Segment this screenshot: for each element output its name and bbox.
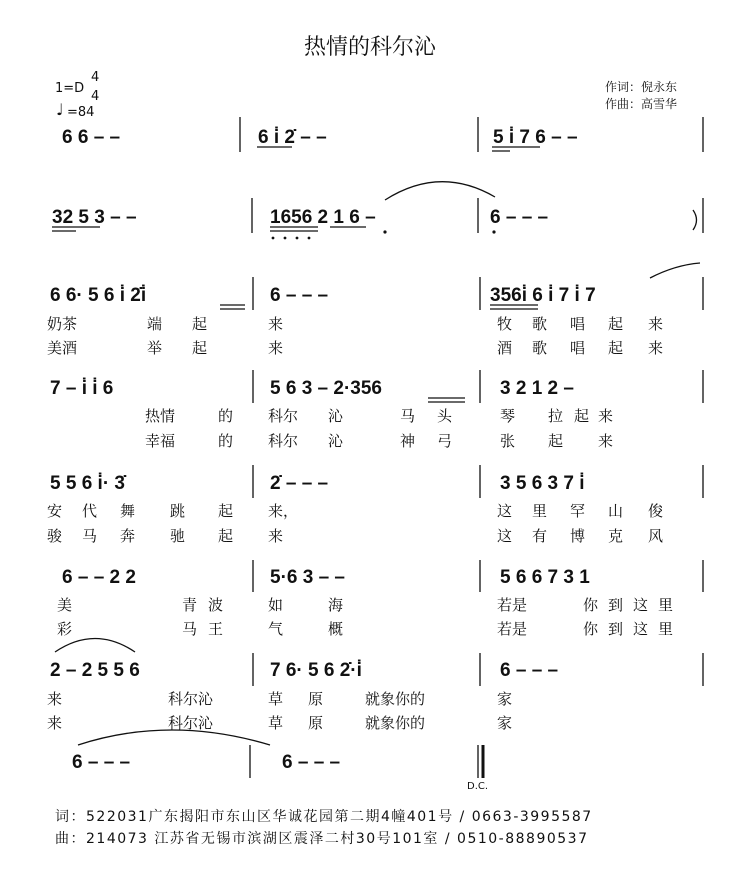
- slur: [55, 639, 135, 653]
- lyric: 风: [648, 527, 664, 545]
- lyric: 到: [608, 596, 624, 614]
- lyric: 的: [218, 407, 234, 425]
- lyric: 美: [57, 596, 73, 614]
- octave-dot: [284, 237, 287, 240]
- lyric: 来: [268, 315, 284, 333]
- lyric: 酒: [497, 339, 513, 357]
- measure-notes: 3 5 6 3 7 i̇: [500, 473, 585, 494]
- lyric: 美酒: [47, 339, 78, 357]
- lyric: 有: [532, 527, 548, 545]
- measure-notes: 6 6· 5 6 i̇ 2̇i̇: [50, 285, 147, 306]
- lyric: 里: [658, 620, 674, 638]
- lyric: 气: [268, 620, 284, 638]
- lyric: 起: [608, 339, 624, 357]
- measure-notes: 32 5 3 – –: [52, 207, 137, 228]
- lyric: 科尔沁: [168, 714, 214, 732]
- slur: [78, 730, 270, 745]
- lyric: 青: [182, 596, 198, 614]
- slur: [650, 263, 700, 278]
- lyric: 沁: [328, 432, 344, 450]
- octave-dot: [308, 237, 311, 240]
- lyric: 唱: [570, 315, 586, 333]
- lyric: 若是: [497, 620, 528, 638]
- lyric: 来，: [268, 502, 299, 520]
- lyric: 到: [608, 620, 624, 638]
- lyric: 安: [47, 502, 63, 520]
- lyric: 来: [47, 714, 63, 732]
- octave-dot: [272, 237, 275, 240]
- lyric: 科尔沁: [168, 690, 214, 708]
- lyric: 拉: [548, 407, 564, 425]
- da-capo-mark: D.C.: [467, 781, 489, 792]
- lyric: 神: [400, 432, 416, 450]
- measure-notes: 2̇ – – –: [270, 473, 329, 494]
- lyric: 起: [574, 407, 590, 425]
- lyric: 张: [500, 432, 516, 450]
- lyric: 原: [308, 714, 324, 732]
- measure-notes: 7 6· 5 6 2̇·i̇: [270, 660, 362, 681]
- lyric: 马: [82, 527, 98, 545]
- lyric: 草: [268, 690, 284, 708]
- time-denominator: 4: [91, 89, 100, 104]
- measure-notes: 3 2 1 2 –: [500, 378, 574, 399]
- lyric: 就象你的: [365, 690, 426, 708]
- time-numerator: 4: [91, 70, 100, 85]
- lyric: 骏: [47, 527, 63, 545]
- octave-dot: [383, 230, 386, 233]
- measure-notes: 6 – – 2 2: [62, 567, 136, 588]
- measure-notes: 1656 2 1 6 –: [270, 207, 376, 228]
- lyric: 彩: [57, 620, 73, 638]
- footer-lyricist-contact: 词：522031广东揭阳市东山区华诚花园第二期4幢401号 / 0663-3995587: [55, 809, 593, 825]
- lyric: 王: [208, 620, 224, 638]
- lyric: 琴: [500, 407, 516, 425]
- measure-notes: 5·6 3 – –: [270, 567, 345, 588]
- lyric: 博: [570, 527, 586, 545]
- lyric: 代: [82, 502, 98, 520]
- lyric: 起: [548, 432, 564, 450]
- lyric: 来: [648, 315, 664, 333]
- lyric: 起: [218, 527, 234, 545]
- measure-notes: 5 i̇ 7 6 – –: [493, 127, 578, 148]
- lyric: 端: [147, 315, 163, 333]
- lyric: 幸福: [145, 432, 176, 450]
- lyric: 山: [608, 502, 624, 520]
- lyric: 家: [497, 690, 513, 708]
- lyric: 起: [608, 315, 624, 333]
- measure-notes: 6 – – –: [500, 660, 559, 681]
- lyric: 里: [532, 502, 548, 520]
- lyric: 起: [192, 315, 208, 333]
- lyric: 奔: [120, 527, 136, 545]
- lyric: 牧: [497, 315, 513, 333]
- measure-notes: 7 – i̇ i̇ 6: [50, 378, 114, 399]
- measure-notes: 5 5 6 i̇· 3̇: [50, 473, 125, 494]
- lyric: 热情: [145, 407, 176, 425]
- measure-notes: 6 – – –: [282, 752, 341, 773]
- lyric: 科尔: [268, 432, 299, 450]
- lyric: 来: [598, 407, 614, 425]
- lyric: 来: [47, 690, 63, 708]
- lyric: 来: [268, 339, 284, 357]
- lyric: 驰: [170, 527, 186, 545]
- lyric: 歌: [532, 315, 548, 333]
- lyric: 歌: [532, 339, 548, 357]
- lyric: 的: [218, 432, 234, 450]
- lyric: 马: [400, 407, 416, 425]
- octave-dot: [296, 237, 299, 240]
- lyric: 来: [648, 339, 664, 357]
- lyric: 海: [328, 596, 344, 614]
- lyric: 科尔: [268, 407, 299, 425]
- lyric: 起: [218, 502, 234, 520]
- lyric: 沁: [328, 407, 344, 425]
- lyric: 头: [437, 407, 453, 425]
- lyric: 里: [658, 596, 674, 614]
- lyric: 克: [608, 527, 624, 545]
- quarter-note-icon: ♩: [56, 100, 64, 119]
- lyric: 奶茶: [47, 315, 78, 333]
- lyric: 跳: [170, 502, 186, 520]
- lyric: 如: [268, 596, 284, 614]
- lyric: 来: [598, 432, 614, 450]
- slur: [385, 182, 495, 200]
- lyric: 弓: [437, 432, 453, 450]
- lyric: 家: [497, 714, 513, 732]
- lyric: 唱: [570, 339, 586, 357]
- lyric: 就象你的: [365, 714, 426, 732]
- measure-notes: 6 – – –: [490, 207, 549, 228]
- lyric: 你: [583, 596, 599, 614]
- measure-notes: 2 – 2 5 5 6: [50, 660, 140, 681]
- lyricist-credit: 作词：倪永东: [605, 80, 678, 94]
- measure-notes: 5 6 6 7 3 1: [500, 567, 590, 588]
- measure-notes: 6 – – –: [72, 752, 131, 773]
- lyric: 起: [192, 339, 208, 357]
- measure-notes: 5 6 3 – 2·356: [270, 378, 382, 399]
- tie-end: [693, 210, 697, 230]
- tempo-marking: =84: [67, 105, 95, 120]
- lyric: 举: [147, 339, 163, 357]
- lyric: 舞: [120, 502, 136, 520]
- octave-dot: [492, 230, 495, 233]
- measure-notes: 6 – – –: [270, 285, 329, 306]
- key-signature: 1=D: [55, 81, 85, 96]
- lyric: 这: [497, 502, 513, 520]
- lyric: 你: [583, 620, 599, 638]
- measure-notes: 6 i̇ 2̇ – –: [258, 127, 327, 148]
- lyric: 草: [268, 714, 284, 732]
- footer-composer-contact: 曲：214073 江苏省无锡市滨湖区震泽二村30号101室 / 0510-88890537: [55, 831, 589, 847]
- lyric: 俊: [648, 502, 664, 520]
- lyric: 罕: [570, 502, 586, 520]
- lyric: 来: [268, 527, 284, 545]
- measure-notes: 356i̇ 6 i̇ 7 i̇ 7: [490, 285, 596, 306]
- lyric: 马: [182, 620, 198, 638]
- lyric: 这: [633, 620, 649, 638]
- song-title: 热情的科尔沁: [303, 35, 436, 60]
- lyric: 波: [208, 596, 224, 614]
- composer-credit: 作曲：高雪华: [605, 97, 678, 111]
- lyric: 这: [497, 527, 513, 545]
- lyric: 若是: [497, 596, 528, 614]
- lyric: 这: [633, 596, 649, 614]
- lyric: 原: [308, 690, 324, 708]
- lyric: 概: [328, 620, 344, 638]
- measure-notes: 6 6 – –: [62, 127, 121, 148]
